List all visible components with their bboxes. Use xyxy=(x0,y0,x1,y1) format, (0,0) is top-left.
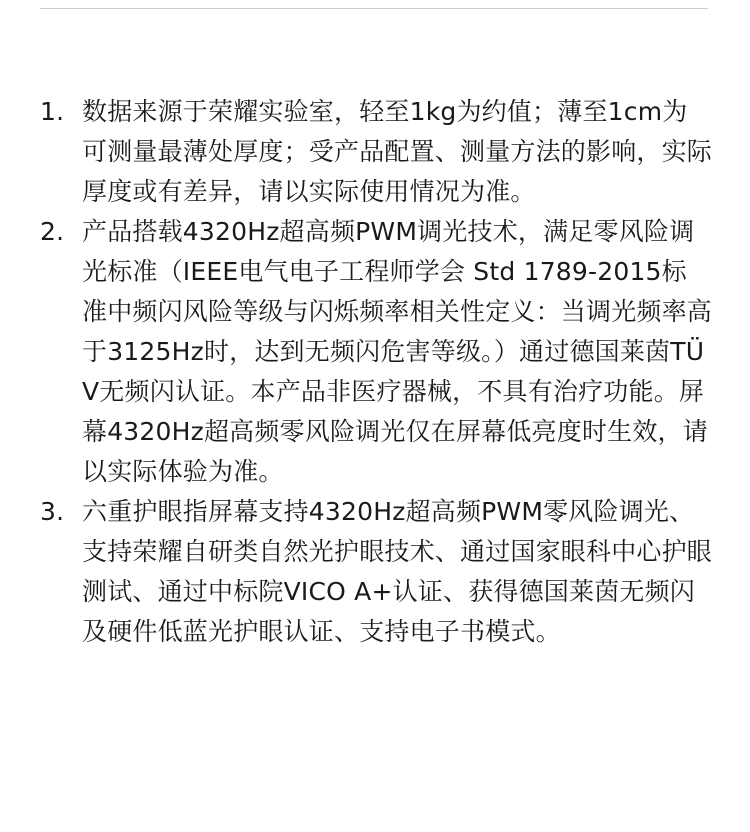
footnote-item xyxy=(40,212,712,492)
footnote-item xyxy=(40,92,712,212)
top-divider xyxy=(40,8,708,9)
footnote-number: 1. xyxy=(40,97,65,126)
footnote-item xyxy=(40,492,712,652)
footnote-list xyxy=(40,92,712,652)
footnote-text: 产品搭载4320Hz超高频PWM调光技术，满足零风险调光标准（IEEE电气电子工程师学会 Std 1789-2015标准中频闪风险等级与闪烁频率相关性定义：当调光频率高于3125Hz时，达到无频闪危害等级。）通过德国莱茵TÜV无频闪认证。本产品非医疗器械，不具有治疗功能。屏幕4320Hz超高频零风险调光仅在屏幕低亮度时生效，请以实际体验为准。 xyxy=(82,217,713,486)
footnote-number: 2. xyxy=(40,217,65,246)
footnote-text: 六重护眼指屏幕支持4320Hz超高频PWM零风险调光、支持荣耀自研类自然光护眼技术、通过国家眼科中心护眼测试、通过中标院VICO A+认证、获得德国莱茵无频闪及硬件低蓝光护眼认证、支持电子书模式。 xyxy=(82,497,713,646)
footnote-text: 数据来源于荣耀实验室，轻至1kg为约值；薄至1cm为可测量最薄处厚度；受产品配置、测量方法的影响，实际厚度或有差异，请以实际使用情况为准。 xyxy=(82,97,713,206)
footnote-number: 3. xyxy=(40,497,65,526)
